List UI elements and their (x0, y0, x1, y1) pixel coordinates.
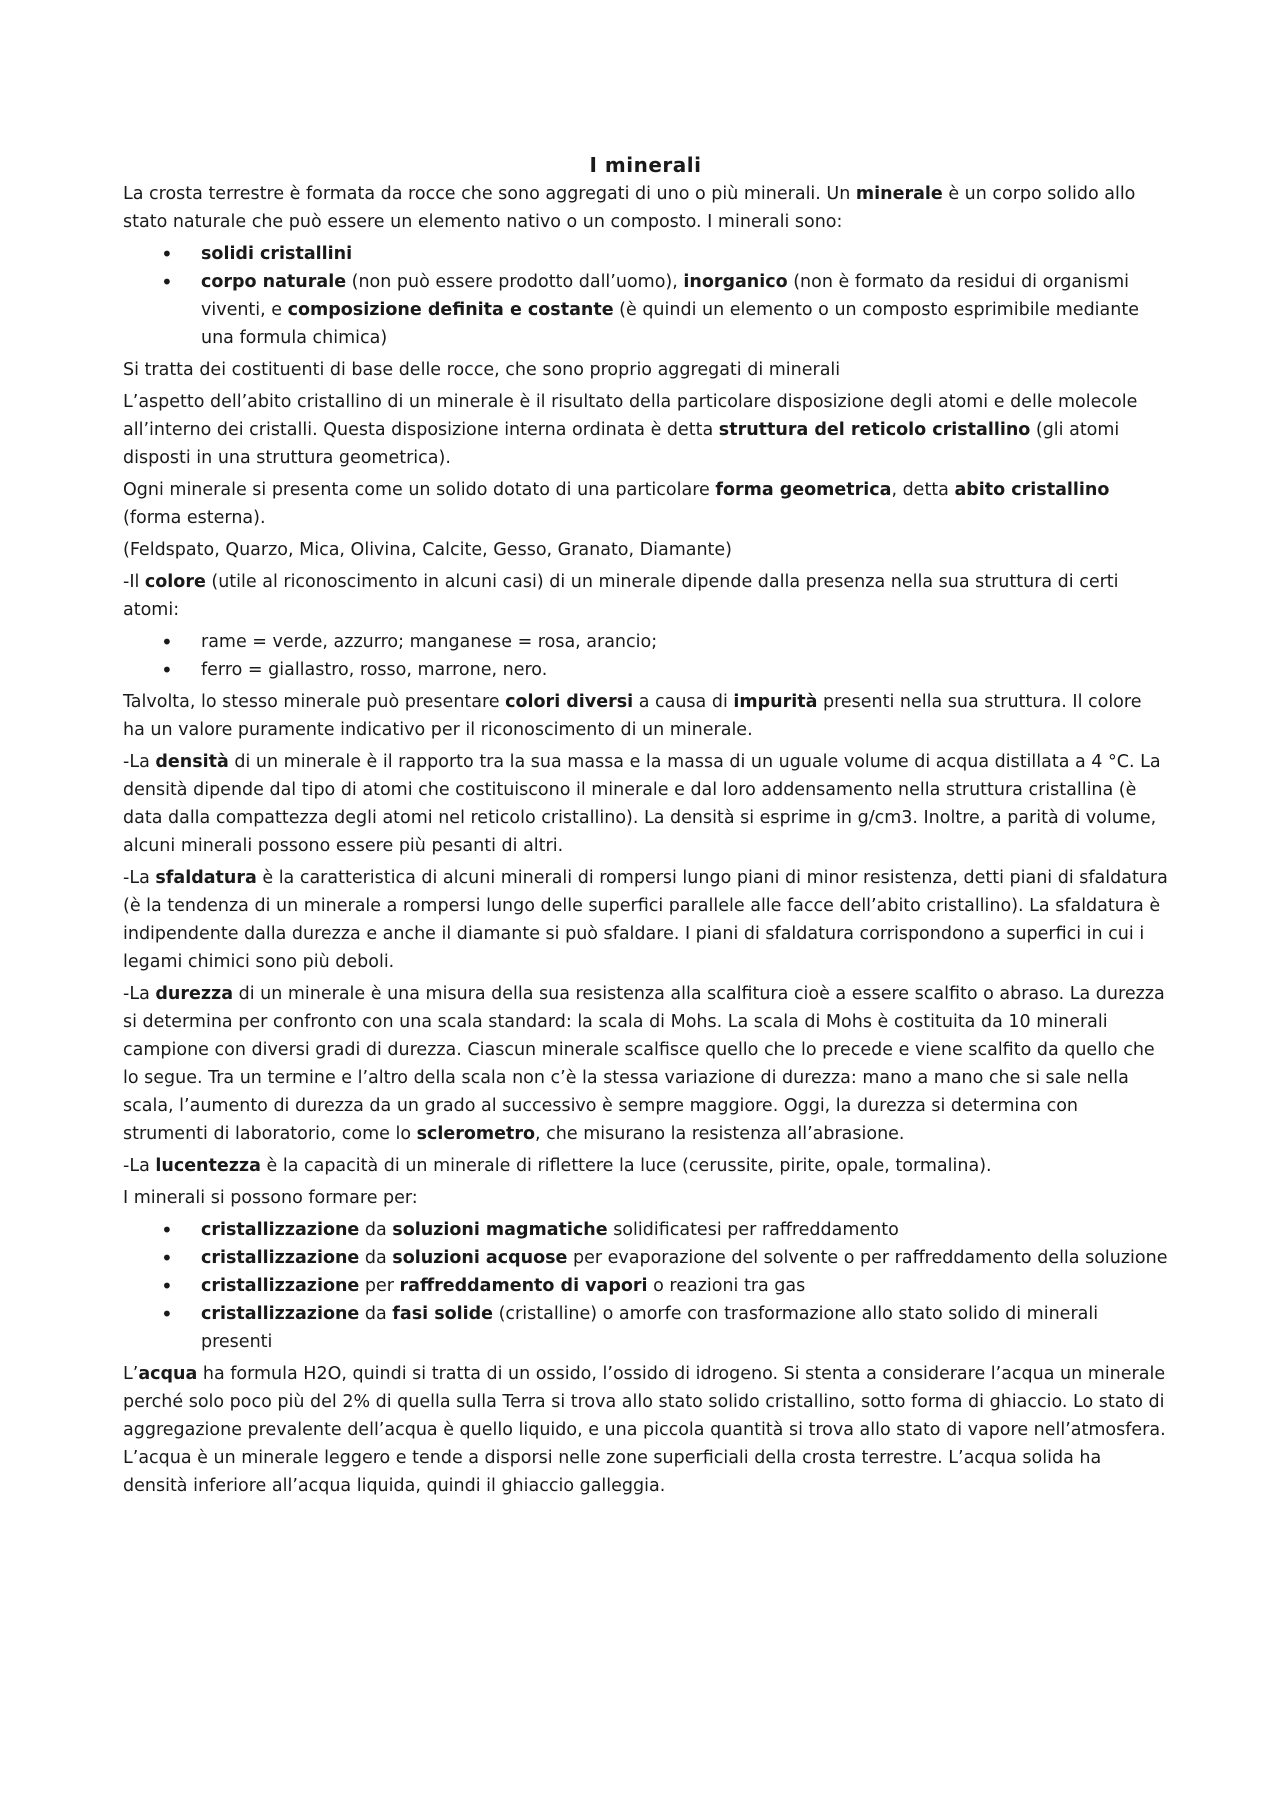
bold-term: colori diversi (505, 692, 634, 712)
paragraph (123, 1360, 1168, 1500)
list-item (123, 268, 1168, 352)
list-item (123, 656, 1168, 684)
list-item (123, 240, 1168, 268)
paragraph (123, 356, 1168, 384)
bold-term: soluzioni acquose (392, 1248, 568, 1268)
bold-term: colore (144, 572, 206, 592)
text-run: -Il (123, 572, 145, 592)
bullet-list (123, 240, 1168, 352)
paragraph (123, 180, 1168, 236)
bold-term: raffreddamento di vapori (399, 1276, 648, 1296)
text-run: per evaporazione del solvente o per raffreddamento della soluzione (567, 1248, 1168, 1268)
bold-term: inorganico (683, 272, 788, 292)
text-run: presenti nella sua struttura. Il colore ha un valore puramente indicativo per il riconoscimento di un minerale. (123, 692, 1142, 740)
text-run: La crosta terrestre è formata da rocce che sono aggregati di uno o più minerali. Un (123, 184, 856, 204)
bullet-list (123, 628, 1168, 684)
list-item (123, 1272, 1168, 1300)
list-item (123, 628, 1168, 656)
paragraph (123, 1152, 1168, 1180)
text-run: (forma esterna). (123, 508, 266, 528)
text-run: per (359, 1276, 400, 1296)
text-run: L’aspetto dell’abito cristallino di un minerale è il risultato della particolare disposizione degli atomi e delle molecole all’interno dei cristalli. Questa disposizione interna ordinata è detta (123, 392, 1138, 440)
text-run: Ogni minerale si presenta come un solido dotato di una particolare (123, 480, 716, 500)
bold-term: sfaldatura (155, 868, 257, 888)
bold-term: lucentezza (155, 1156, 261, 1176)
text-run: è la caratteristica di alcuni minerali di rompersi lungo piani di minor resistenza, detti piani di sfaldatura (è la tendenza di un minerale a rompersi lungo delle superfici parallele alle facce dell’abito cristallino). La sfaldatura è indipendente dalla durezza e anche il diamante si può sfaldare. I piani di sfaldatura corrispondono a superfici in cui i legami chimici sono più deboli. (123, 868, 1168, 972)
paragraph (123, 688, 1168, 744)
bold-term: cristallizzazione (201, 1248, 360, 1268)
list-item (123, 1216, 1168, 1244)
bold-term: cristallizzazione (201, 1276, 360, 1296)
paragraph (123, 864, 1168, 976)
text-run: (è quindi un elemento o un composto esprimibile mediante una formula chimica) (201, 300, 1139, 348)
text-run: (gli atomi disposti in una struttura geometrica). (123, 420, 1120, 468)
list-item (123, 1244, 1168, 1272)
text-run: ha formula H2O, quindi si tratta di un ossido, l’ossido di idrogeno. Si stenta a considerare l’acqua un minerale perché solo poco più del 2% di quella sulla Terra si trova allo stato solido cristallino, sotto forma di ghiaccio. Lo stato di aggregazione prevalente dell’acqua è quello liquido, e una piccola quantità si trova allo stato di vapore nell’atmosfera. L’acqua è un minerale leggero e tende a disporsi nelle zone superficiali della crosta terrestre. L’acqua solida ha densità inferiore all’acqua liquida, quindi il ghiaccio galleggia. (123, 1364, 1166, 1496)
bold-term: cristallizzazione (201, 1220, 360, 1240)
text-run: Si tratta dei costituenti di base delle rocce, che sono proprio aggregati di minerali (123, 360, 841, 380)
text-run: di un minerale è una misura della sua resistenza alla scalfitura cioè a essere scalfito o abraso. La durezza si determina per confronto con una scala standard: la scala di Mohs. La scala di Mohs è costituita da 10 minerali campione con diversi gradi di durezza. Ciascun minerale scalfisce quello che lo precede e viene scalfito da quello che lo segue. Tra un termine e l’altro della scala non c’è la stessa variazione di durezza: mano a mano che si sale nella scala, l’aumento di durezza da un grado al successivo è sempre maggiore. Oggi, la durezza si determina con strumenti di laboratorio, come lo (123, 984, 1165, 1144)
text-run: (cristalline) o amorfe con trasformazione allo stato solido di minerali presenti (201, 1304, 1099, 1352)
text-run: -La (123, 868, 156, 888)
paragraph (123, 476, 1168, 532)
text-run: di un minerale è il rapporto tra la sua massa e la massa di un uguale volume di acqua distillata a 4 °C. La densità dipende dal tipo di atomi che costituiscono il minerale e dal loro addensamento nella struttura cristallina (è data dalla compattezza degli atomi nel reticolo cristallino). La densità si esprime in g/cm3. Inoltre, a parità di volume, alcuni minerali possono essere più pesanti di altri. (123, 752, 1161, 856)
bold-term: corpo naturale (201, 272, 347, 292)
text-run: o reazioni tra gas (647, 1276, 806, 1296)
text-run: -La (123, 984, 156, 1004)
paragraph (123, 568, 1168, 624)
bold-term: abito cristallino (954, 480, 1110, 500)
text-run: da (359, 1304, 393, 1324)
text-run: solidificatesi per raffreddamento (607, 1220, 899, 1240)
text-run: -La (123, 752, 156, 772)
text-run: (utile al riconoscimento in alcuni casi) di un minerale dipende dalla presenza nella sua struttura di certi atomi: (123, 572, 1119, 620)
list-item (123, 1300, 1168, 1356)
paragraph (123, 1184, 1168, 1212)
document-title: I minerali (589, 153, 702, 177)
text-run: è la capacità di un minerale di riflettere la luce (cerussite, pirite, opale, tormalina). (260, 1156, 992, 1176)
bold-term: durezza (155, 984, 234, 1004)
text-run: L’ (123, 1364, 139, 1384)
bold-term: struttura del reticolo cristallino (718, 420, 1031, 440)
bullet-list (123, 1216, 1168, 1356)
document-body (123, 150, 1168, 1504)
text-run: I minerali si possono formare per: (123, 1188, 418, 1208)
paragraph (123, 748, 1168, 860)
bold-term: minerale (855, 184, 943, 204)
text-run: Talvolta, lo stesso minerale può presentare (123, 692, 506, 712)
text-run: da (359, 1220, 393, 1240)
bold-term: soluzioni magmatiche (392, 1220, 608, 1240)
bold-term: forma geometrica (715, 480, 892, 500)
text-run: , che misurano la resistenza all’abrasione. (535, 1124, 905, 1144)
bold-term: composizione definita e costante (287, 300, 614, 320)
bold-term: impurità (733, 692, 818, 712)
bold-term: sclerometro (416, 1124, 536, 1144)
paragraph (123, 388, 1168, 472)
text-run: (non è formato da residui di organismi viventi, e (201, 272, 1130, 320)
text-run: , detta (891, 480, 955, 500)
paragraph (123, 536, 1168, 564)
text-run: a causa di (633, 692, 734, 712)
bold-term: solidi cristallini (201, 244, 353, 264)
document-blocks (123, 180, 1168, 1500)
text-run: è un corpo solido allo stato naturale che può essere un elemento nativo o un composto. I minerali sono: (123, 184, 1136, 232)
bold-term: cristallizzazione (201, 1304, 360, 1324)
text-run: -La (123, 1156, 156, 1176)
bold-term: fasi solide (392, 1304, 494, 1324)
text-run: da (359, 1248, 393, 1268)
bold-term: acqua (138, 1364, 198, 1384)
text-run: (Feldspato, Quarzo, Mica, Olivina, Calcite, Gesso, Granato, Diamante) (123, 540, 733, 560)
text-run: ferro = giallastro, rosso, marrone, nero. (201, 660, 548, 680)
text-run: rame = verde, azzurro; manganese = rosa, arancio; (201, 632, 658, 652)
text-run: (non può essere prodotto dall’uomo), (346, 272, 684, 292)
bold-term: densità (155, 752, 229, 772)
paragraph (123, 980, 1168, 1148)
